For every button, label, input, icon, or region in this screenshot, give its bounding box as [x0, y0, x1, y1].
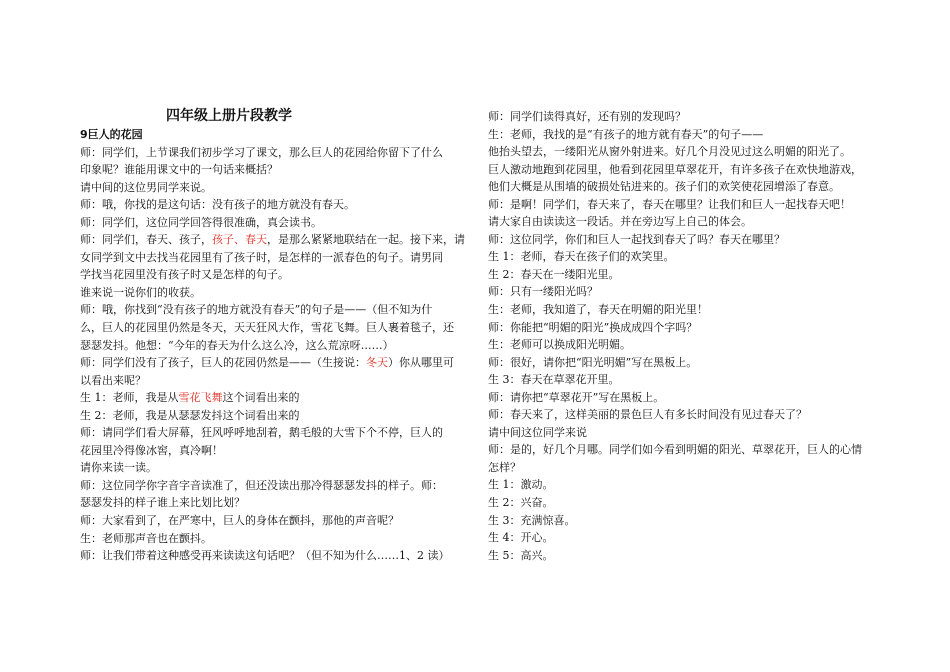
- text-segment: 生：老师可以换成阳光明媚。: [488, 338, 631, 352]
- highlighted-text: 孩子、春天: [212, 233, 267, 247]
- right-column-line: [488, 371, 880, 389]
- left-column-line: [80, 494, 466, 512]
- right-column-line: [488, 196, 880, 214]
- text-segment: 生：老师，我知道了，春天在明媚的阳光里！: [488, 303, 708, 317]
- text-segment: 师：同学们，上节课我们初步学习了课文，那么巨人的花园给你留下了什么: [80, 145, 443, 159]
- text-segment: 师：春天来了，这样美丽的景色巨人有多长时间没有见过春天了？: [488, 408, 807, 422]
- right-column-line: [488, 494, 880, 512]
- right-column-line: [488, 319, 880, 337]
- lesson-heading: 9巨人的花园: [80, 128, 143, 141]
- right-column-line: [488, 336, 880, 354]
- right-column-line: [488, 529, 880, 547]
- text-segment: 么，巨人的花园里仍然是冬天，天天狂风大作，雪花飞舞。巨人裹着毯子，还: [80, 321, 454, 335]
- text-segment: 师：哦，你找到“没有孩子的地方就没有春天”的句子是——（但不知为什: [80, 303, 433, 317]
- left-column-line: [80, 547, 466, 565]
- text-segment: 师：同学们，这位同学回答得很准确，真会读书。: [80, 215, 322, 229]
- text-segment: 以看出来呢？: [80, 373, 146, 387]
- left-column-body: [80, 144, 466, 565]
- text-segment: 生 3：春天在草翠花开里。: [488, 373, 620, 387]
- right-column-line: [488, 143, 880, 161]
- right-column: [488, 108, 880, 564]
- document-title: 四年级上册片段教学: [166, 108, 292, 124]
- text-segment: 学找当花园里没有孩子时又是怎样的句子。: [80, 268, 289, 282]
- text-segment: 生 1：老师，春天在孩子们的欢笑里。: [488, 250, 675, 264]
- text-segment: 师：很好，请你把“阳光明媚”写在黑板上。: [488, 355, 698, 369]
- text-segment: 师：让我们带着这种感受再来读读这句话吧？（但不知为什么……1、2 读）: [80, 549, 450, 563]
- right-column-line: [488, 547, 880, 565]
- text-segment: 他抬头望去，一缕阳光从窗外射进来。好几个月没见过这么明媚的阳光了。: [488, 145, 851, 159]
- left-column-line: [80, 231, 466, 249]
- left-column-line: [80, 319, 466, 337]
- left-column-line: [80, 389, 466, 407]
- text-segment: 请中间这位同学来说: [488, 425, 587, 439]
- right-column-line: [488, 266, 880, 284]
- text-segment: 师：只有一缕阳光吗？: [488, 285, 598, 299]
- text-segment: 生 2：兴奋。: [488, 496, 554, 510]
- left-column-line: [80, 196, 466, 214]
- text-segment: 师：同学们读得真好，还有别的发现吗？: [488, 110, 686, 123]
- text-segment: 女同学到文中去找当花园里有了孩子时，是怎样的一派春色的句子。请男同: [80, 250, 443, 264]
- text-segment: 师：是的，好几个月哪。同学们如今看到明媚的阳光、草翠花开，巨人的心情: [488, 443, 862, 457]
- right-column-line: [488, 301, 880, 319]
- right-column-line: [488, 213, 880, 231]
- right-column-line: [488, 476, 880, 494]
- text-segment: 师：这位同学你字音字音读准了，但还没读出那冷得瑟瑟发抖的样子。师：: [80, 478, 443, 492]
- text-segment: 师：哦，你找的是这句话：没有孩子的地方就没有春天。: [80, 198, 355, 212]
- left-column-line: [80, 459, 466, 477]
- left-column-line: [80, 424, 466, 442]
- right-column-body: [488, 108, 880, 564]
- left-column-line: [80, 284, 466, 302]
- text-segment: 生 4：开心。: [488, 531, 554, 545]
- text-segment: 谁来说一说你们的收获。: [80, 285, 201, 299]
- left-column-line: [80, 249, 466, 267]
- text-segment: 这个词看出来的: [222, 391, 300, 405]
- right-column-line: [488, 459, 880, 477]
- left-column-line: [80, 144, 466, 162]
- text-segment: 巨人激动地跑到花园里，他看到花园里草翠花开，有许多孩子在欢快地游戏，: [488, 162, 862, 176]
- text-segment: 生 2：春天在一缕阳光里。: [488, 267, 620, 281]
- text-segment: 师：是啊！同学们，春天来了，春天在哪里？让我们和巨人一起找春天吧！: [488, 197, 851, 211]
- left-column-line: [80, 442, 466, 460]
- text-segment: ，是那么紧紧地联结在一起。接下来，请: [267, 233, 465, 247]
- left-column-line: [80, 512, 466, 530]
- text-segment: 印象呢？谁能用课文中的一句话来概括？: [80, 163, 278, 177]
- right-column-line: [488, 406, 880, 424]
- left-column-line: [80, 530, 466, 548]
- text-segment: 生：老师那声音也在颤抖。: [80, 531, 212, 545]
- text-segment: 师：同学们没有了孩子，巨人的花园仍然是——（生接说：: [80, 356, 366, 370]
- right-column-line: [488, 126, 880, 144]
- right-column-line: [488, 178, 880, 196]
- text-segment: 师：请你把“草翠花开”写在黑板上。: [488, 390, 665, 404]
- right-column-line: [488, 248, 880, 266]
- text-segment: 师：同学们，春天、孩子，: [80, 233, 212, 247]
- left-column-line: [80, 337, 466, 355]
- left-column-line: [80, 266, 466, 284]
- text-segment: 瑟瑟发抖。他想：“今年的春天为什么这么冷，这么荒凉呀……）: [80, 338, 394, 352]
- left-column-line: [80, 477, 466, 495]
- text-segment: 生：老师，我找的是“有孩子的地方就有春天”的句子——: [488, 127, 764, 141]
- text-segment: 生 3：充满惊喜。: [488, 513, 576, 527]
- right-column-line: [488, 231, 880, 249]
- text-segment: 怎样？: [488, 460, 521, 474]
- right-column-line: [488, 389, 880, 407]
- highlighted-text: 冬天: [366, 356, 388, 370]
- left-column-line: [80, 214, 466, 232]
- highlighted-text: 雪花飞舞: [178, 391, 223, 405]
- text-segment: 生 1：老师，我是从: [80, 391, 179, 405]
- text-segment: 生 1：激动。: [488, 478, 554, 492]
- text-segment: 师：这位同学，你们和巨人一起找到春天了吗？春天在哪里？: [488, 232, 785, 246]
- left-column-line: [80, 161, 466, 179]
- text-segment: 瑟瑟发抖的样子谁上来比划比划？: [80, 496, 245, 510]
- text-segment: 师：大家看到了，在严寒中，巨人的身体在颤抖，那他的声音呢？: [80, 514, 399, 528]
- text-segment: 请中间的这位男同学来说。: [80, 180, 212, 194]
- text-segment: 师：你能把“明媚的阳光”换成成四个字吗？: [488, 320, 698, 334]
- left-column: [80, 106, 466, 565]
- right-column-line: [488, 161, 880, 179]
- text-segment: 请你来读一读。: [80, 461, 157, 475]
- text-segment: 生 5：高兴。: [488, 548, 554, 562]
- left-column-line: [80, 354, 466, 372]
- right-column-line: [488, 441, 880, 459]
- left-column-line: [80, 372, 466, 390]
- text-segment: 他们大概是从围墙的破损处钻进来的。孩子们的欢笑使花园增添了春意。: [488, 180, 840, 194]
- text-segment: 花园里冷得像冰窖，真冷啊！: [80, 443, 223, 457]
- text-segment: 师：请同学们看大屏幕，狂风呼呼地刮着，鹅毛般的大雪下个不停，巨人的: [80, 426, 443, 440]
- right-column-line: [488, 424, 880, 442]
- right-column-line: [488, 283, 880, 301]
- left-column-line: [80, 407, 466, 425]
- right-column-line: [488, 108, 880, 126]
- left-column-line: [80, 179, 466, 197]
- left-column-line: [80, 301, 466, 319]
- text-segment: 生 2：老师，我是从瑟瑟发抖这个词看出来的: [80, 408, 300, 422]
- right-column-line: [488, 512, 880, 530]
- right-column-line: [488, 354, 880, 372]
- text-segment: 请大家自由读读这一段话。并在旁边写上自己的体会。: [488, 215, 752, 229]
- text-segment: ）你从哪里可: [388, 356, 454, 370]
